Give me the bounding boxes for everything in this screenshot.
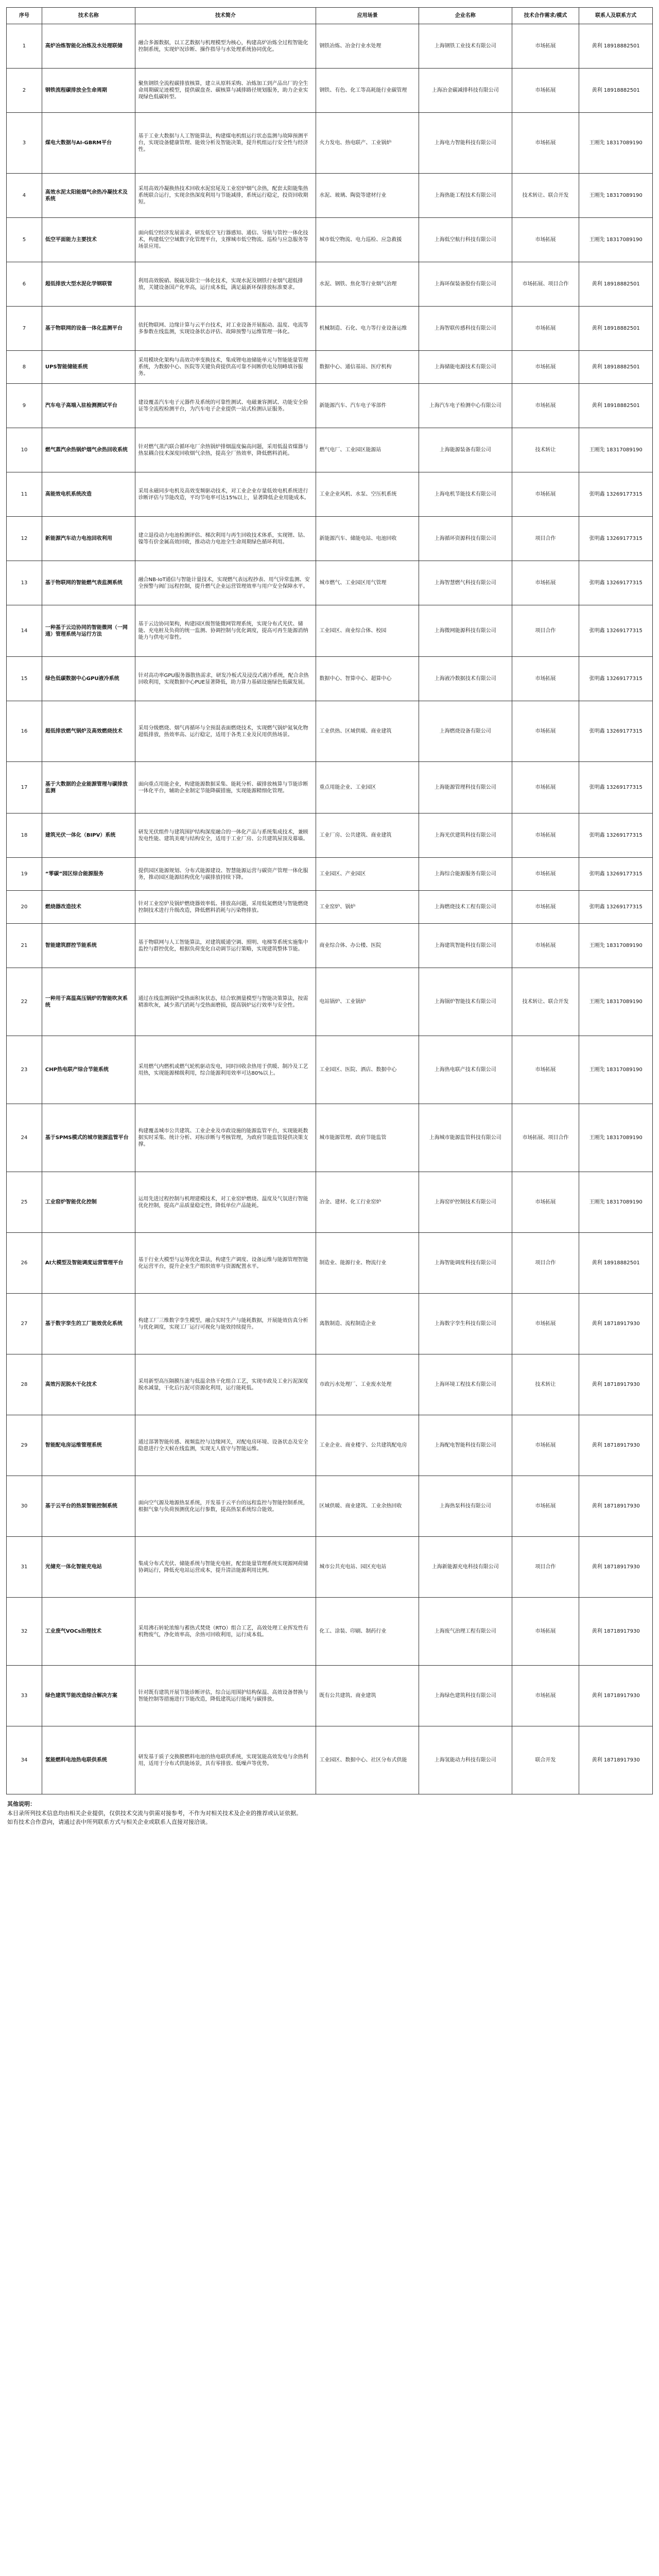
cell-tech-intro: 采用新型高压隔膜压滤与低温余热干化组合工艺，实现市政及工业污泥深度脱水减量，干化后污泥可资源化利用，运行能耗低。 [135,1354,316,1415]
cell-tech-name: 基于云平台的热泵智能控制系统 [42,1476,135,1537]
cell-tech-name: 高炉冶炼智能化冶炼及水处理联储 [42,24,135,69]
cell-cooperation-mode: 技术转让、联合开发 [512,174,579,218]
table-row [7,472,653,517]
cell-company: 上海热泵科技有限公司 [419,1476,512,1537]
table-row [7,814,653,858]
cell-cooperation-mode: 市场拓展 [512,472,579,517]
cell-tech-name: 超低排放燃气锅炉及高效燃烧技术 [42,701,135,762]
cell-company: 上海数字孪生科技有限公司 [419,1294,512,1354]
cell-application: 电站锅炉、工业锅炉 [316,968,419,1036]
cell-application: 离散制造、流程制造企业 [316,1294,419,1354]
cell-no: 32 [7,1598,42,1666]
cell-contact: 王刚先 18317089190 [579,113,653,174]
cell-tech-name: UPS智能储能系统 [42,351,135,384]
cell-contact: 张明鑫 13269177315 [579,517,653,561]
cell-cooperation-mode: 技术转让 [512,1354,579,1415]
cell-tech-intro: 面向低空经济发展需求，研发低空飞行器感知、通信、导航与管控一体化技术，构建低空空域数字化管理平台，支撑城市低空物流、巡检与应急服务等场景应用。 [135,218,316,262]
header-company: 企业名称 [419,8,512,24]
table-row [7,891,653,924]
table-row [7,1537,653,1598]
cell-no: 9 [7,384,42,428]
cell-tech-intro: 面向重点用能企业，构建能源数据采集、能耗分析、碳排放核算与节能诊断一体化平台，辅助企业制定节能降碳措施，实现能源精细化管理。 [135,762,316,814]
header-cooperation-mode: 技术合作需求/模式 [512,8,579,24]
cell-no: 28 [7,1354,42,1415]
cell-no: 7 [7,307,42,351]
cell-no: 31 [7,1537,42,1598]
cell-application: 工业企业、商业楼宇、公共建筑配电房 [316,1415,419,1476]
cell-tech-intro: 融合多源数据，以工艺数据与机理模型为核心，构建高炉冶炼全过程智能化控制系统，实现炉况诊断、操作指导与水处理系统协同优化。 [135,24,316,69]
cell-tech-intro: 面向空气源及地源热泵系统，开发基于云平台的远程监控与智能控制系统，根据气象与负荷预测优化运行参数，提高热泵系统综合能效。 [135,1476,316,1537]
cell-company: 上海汽车电子检测中心有限公司 [419,384,512,428]
table-body [7,24,653,1794]
cell-no: 4 [7,174,42,218]
table-row [7,1476,653,1537]
table-header-row [7,8,653,24]
cell-no: 5 [7,218,42,262]
table-row [7,1598,653,1666]
cell-no: 3 [7,113,42,174]
cell-application: 重点用能企业、工业园区 [316,762,419,814]
cell-contact: 黄利 18718917930 [579,1354,653,1415]
cell-tech-name: 超低排放大型水泥化学钢联管 [42,262,135,307]
cell-application: 钢铁、有色、化工等高耗能行业碳管理 [316,69,419,113]
cell-company: 上海光伏建筑科技有限公司 [419,814,512,858]
cell-no: 27 [7,1294,42,1354]
cell-contact: 黄利 18718917930 [579,1415,653,1476]
cell-company: 上海微网能源科技有限公司 [419,605,512,657]
cell-no: 11 [7,472,42,517]
cell-no: 34 [7,1726,42,1794]
cell-no: 15 [7,657,42,701]
cell-no: 30 [7,1476,42,1537]
cell-application: 商业综合体、办公楼、医院 [316,924,419,968]
cell-company: 上海智慧燃气科技有限公司 [419,561,512,605]
header-tech-name: 技术名称 [42,8,135,24]
notes-line-2: 如有技术合作意向，请通过表中所列联系方式与相关企业或联系人直接对接洽谈。 [7,1819,211,1826]
cell-application: 工业厂房、公共建筑、商业建筑 [316,814,419,858]
cell-tech-intro: 采用燃气内燃机或燃气轮机驱动发电，同时回收余热用于供暖、制冷及工艺用热，实现能源梯级利用，综合能源利用效率可达80%以上。 [135,1036,316,1104]
cell-application: 燃气电厂、工业园区能源站 [316,428,419,472]
cell-application: 城市燃气、工业园区用气管理 [316,561,419,605]
cell-company: 上海电机节能技术有限公司 [419,472,512,517]
cell-company: 上海热电联产技术有限公司 [419,1036,512,1104]
cell-cooperation-mode: 市场拓展 [512,1598,579,1666]
cell-contact: 王刚先 18317089190 [579,428,653,472]
cell-no: 21 [7,924,42,968]
cell-tech-name: 高效水泥太阳能烟气余热冷凝技术及系统 [42,174,135,218]
table-row [7,428,653,472]
cell-cooperation-mode: 市场拓展 [512,1172,579,1233]
notes-title: 其他说明： [7,1801,36,1808]
table-row [7,69,653,113]
cell-cooperation-mode: 市场拓展 [512,1415,579,1476]
cell-contact: 黄利 18918882501 [579,69,653,113]
cell-company: 上海环境工程技术有限公司 [419,1354,512,1415]
table-row [7,307,653,351]
cell-tech-intro: 建立退役动力电池检测评估、梯次利用与再生回收技术体系，实现锂、钴、镍等有价金属高效回收，推动动力电池全生命周期绿色循环利用。 [135,517,316,561]
cell-company: 上海城市能源监管科技有限公司 [419,1104,512,1172]
cell-tech-intro: 针对既有建筑开展节能诊断评估，综合运用围护结构保温、高效设备替换与智能控制等措施进行节能改造，降低建筑运行能耗与碳排放。 [135,1666,316,1726]
header-no: 序号 [7,8,42,24]
cell-no: 26 [7,1233,42,1294]
cell-contact: 王刚先 18317089190 [579,924,653,968]
cell-cooperation-mode: 市场拓展 [512,891,579,924]
table-row [7,113,653,174]
header-application: 应用场景 [316,8,419,24]
cell-tech-name: 一种用于高温高压锅炉的智能吹灰系统 [42,968,135,1036]
cell-cooperation-mode: 市场拓展 [512,1476,579,1537]
cell-no: 6 [7,262,42,307]
cell-tech-name: 智能建筑群控节能系统 [42,924,135,968]
cell-company: 上海锅炉智能技术有限公司 [419,968,512,1036]
cell-contact: 张明鑫 13269177315 [579,858,653,891]
cell-company: 上海低空航行科技有限公司 [419,218,512,262]
cell-tech-intro: 融合NB-IoT通信与智能计量技术，实现燃气表远程抄表、用气异常监测、安全预警与阀门远程控制，提升燃气企业运营管理效率与用户安全保障水平。 [135,561,316,605]
cell-company: 上海废气治理工程有限公司 [419,1598,512,1666]
table-row [7,262,653,307]
cell-application: 化工、涂装、印刷、制药行业 [316,1598,419,1666]
cell-tech-intro: 采用模块化架构与高效功率变换技术，集成锂电池储能单元与智能能量管理系统，为数据中心、医院等关键负荷提供高可靠不间断供电及削峰填谷服务。 [135,351,316,384]
table-row [7,858,653,891]
cell-no: 14 [7,605,42,657]
cell-tech-name: 燃烧器改造技术 [42,891,135,924]
cell-company: 上海钢铁工业技术有限公司 [419,24,512,69]
cell-company: 上海绿色建筑科技有限公司 [419,1666,512,1726]
cell-cooperation-mode: 市场拓展 [512,657,579,701]
cell-tech-name: 智能配电房运维管理系统 [42,1415,135,1476]
cell-contact: 黄利 18918882501 [579,351,653,384]
cell-application: 冶金、建材、化工行业窑炉 [316,1172,419,1233]
cell-tech-name: 基于数字孪生的工厂能效优化系统 [42,1294,135,1354]
table-row [7,1726,653,1794]
table-row [7,924,653,968]
table-row [7,1104,653,1172]
cell-cooperation-mode: 市场拓展、项目合作 [512,1104,579,1172]
cell-tech-name: 建筑光伏一体化（BIPV）系统 [42,814,135,858]
cell-tech-intro: 集成分布式光伏、储能系统与智能充电桩，配套能量管理系统实现源网荷储协调运行，降低充电站运营成本，提升清洁能源利用比例。 [135,1537,316,1598]
cell-tech-intro: 采用永磁同步电机及高效变频驱动技术，对工业企业存量低效电机系统进行诊断评估与节能改造，平均节电率可达15%以上，显著降低企业用能成本。 [135,472,316,517]
cell-tech-name: 一种基于云边协同的智能微网（一网通）管理系统与运行方法 [42,605,135,657]
cell-cooperation-mode: 市场拓展 [512,762,579,814]
cell-tech-name: 工业废气VOCs治理技术 [42,1598,135,1666]
table-row [7,762,653,814]
cell-tech-intro: 基于云边协同架构，构建园区级智能微网管理系统，实现分布式光伏、储能、充电桩及负荷的统一监测、协调控制与优化调度，提高可再生能源消纳能力与供电可靠性。 [135,605,316,657]
cell-contact: 王刚先 18317089190 [579,218,653,262]
table-row [7,1666,653,1726]
cell-contact: 黄利 18918882501 [579,262,653,307]
cell-application: 水泥、玻璃、陶瓷等建材行业 [316,174,419,218]
cell-tech-intro: 构建工厂三维数字孪生模型，融合实时生产与能耗数据，开展能效仿真分析与优化调度，实现工厂运行可视化与能效持续提升。 [135,1294,316,1354]
cell-no: 12 [7,517,42,561]
cell-tech-name: “零碳”园区综合能源服务 [42,858,135,891]
cell-no: 20 [7,891,42,924]
cell-contact: 王刚先 18317089190 [579,174,653,218]
cell-contact: 黄利 18918882501 [579,1233,653,1294]
cell-contact: 王刚先 18317089190 [579,1172,653,1233]
cell-tech-name: 绿色建筑节能改造综合解决方案 [42,1666,135,1726]
cell-company: 上海燃烧技术工程有限公司 [419,891,512,924]
table-row [7,351,653,384]
cell-cooperation-mode: 技术转让 [512,428,579,472]
cell-contact: 黄利 18918882501 [579,24,653,69]
cell-no: 13 [7,561,42,605]
cell-cooperation-mode: 项目合作 [512,1537,579,1598]
cell-application: 工业供热、区域供暖、商业建筑 [316,701,419,762]
cell-application: 工业园区、商业综合体、校园 [316,605,419,657]
cell-no: 19 [7,858,42,891]
cell-application: 机械制造、石化、电力等行业设备运维 [316,307,419,351]
cell-tech-name: 燃气蒸汽余热锅炉烟气余热回收系统 [42,428,135,472]
cell-no: 16 [7,701,42,762]
cell-tech-intro: 建设覆盖汽车电子元器件及系统的可靠性测试、电磁兼容测试、功能安全验证等全流程检测平台，为汽车电子企业提供一站式检测认证服务。 [135,384,316,428]
cell-company: 上海氢能动力科技有限公司 [419,1726,512,1794]
cell-tech-name: 高效污泥脱水干化技术 [42,1354,135,1415]
table-row [7,384,653,428]
table-row [7,517,653,561]
cell-application: 制造业、能源行业、物流行业 [316,1233,419,1294]
cell-company: 上海智联传感科技有限公司 [419,307,512,351]
cell-tech-intro: 采用高效冷凝换热技术回收水泥窑尾及工业窑炉烟气余热，配套太阳能集热系统联合运行，实现余热深度利用与节能减排，系统运行稳定，投资回收期短。 [135,174,316,218]
table-row [7,24,653,69]
cell-application: 市政污水处理厂、工业废水处理 [316,1354,419,1415]
cell-application: 数据中心、智算中心、超算中心 [316,657,419,701]
cell-no: 22 [7,968,42,1036]
cell-tech-intro: 利用高效脱硝、脱硫及除尘一体化技术，实现水泥及钢铁行业烟气超低排放，关键设备国产化率高，运行成本低，满足最新环保排放标准要求。 [135,262,316,307]
cell-cooperation-mode: 市场拓展 [512,1294,579,1354]
cell-tech-name: 工业窑炉智能优化控制 [42,1172,135,1233]
cell-tech-intro: 基于物联网与人工智能算法，对建筑暖通空调、照明、电梯等系统实施集中监控与群控优化，根据负荷变化自动调节运行策略，实现建筑整体节能。 [135,924,316,968]
cell-application: 城市低空物流、电力巡检、应急救援 [316,218,419,262]
cell-application: 水泥、钢铁、焦化等行业烟气治理 [316,262,419,307]
cell-cooperation-mode: 市场拓展 [512,858,579,891]
cell-cooperation-mode: 联合开发 [512,1726,579,1794]
cell-cooperation-mode: 市场拓展 [512,814,579,858]
cell-tech-name: 基于大数据的企业能源管理与碳排放监测 [42,762,135,814]
cell-contact: 张明鑫 13269177315 [579,762,653,814]
cell-cooperation-mode: 市场拓展 [512,384,579,428]
cell-no: 17 [7,762,42,814]
cell-application: 工业园区、医院、酒店、数据中心 [316,1036,419,1104]
cell-company: 上海新能源充电科技有限公司 [419,1537,512,1598]
cell-no: 8 [7,351,42,384]
cell-cooperation-mode: 市场拓展 [512,701,579,762]
cell-application: 工业窑炉、锅炉 [316,891,419,924]
cell-contact: 张明鑫 13269177315 [579,472,653,517]
cell-company: 上海建筑智能科技有限公司 [419,924,512,968]
cell-contact: 黄利 18718917930 [579,1537,653,1598]
cell-tech-intro: 运用先进过程控制与机理建模技术，对工业窑炉燃烧、温度及气氛进行智能优化控制，提高产品质量稳定性，降低单位产品能耗。 [135,1172,316,1233]
cell-tech-intro: 聚焦钢铁全流程碳排放核算，建立从原料采购、冶炼加工到产品出厂的全生命周期碳足迹模型，提供碳盘查、碳核算与减排路径规划服务，助力企业实现绿色低碳转型。 [135,69,316,113]
table-row [7,701,653,762]
cell-tech-name: 基于物联网的设备一体化监测平台 [42,307,135,351]
table-row [7,605,653,657]
cell-tech-intro: 研发光伏组件与建筑围护结构深度融合的一体化产品与系统集成技术，兼顾发电性能、建筑美观与结构安全，适用于工业厂房、公共建筑屋顶及幕墙。 [135,814,316,858]
cell-tech-name: 基于SPMS模式的城市能源监管平台 [42,1104,135,1172]
cell-tech-name: 氢能燃料电池热电联供系统 [42,1726,135,1794]
cell-contact: 张明鑫 13269177315 [579,701,653,762]
cell-company: 上海窑炉控制技术有限公司 [419,1172,512,1233]
table-row [7,1233,653,1294]
cell-company: 上海能源管理科技有限公司 [419,762,512,814]
header-tech-intro: 技术简介 [135,8,316,24]
cell-application: 新能源汽车、储能电站、电池回收 [316,517,419,561]
cell-application: 城市能源管理、政府节能监管 [316,1104,419,1172]
cell-cooperation-mode: 项目合作 [512,605,579,657]
cell-tech-intro: 基于行业大模型与运筹优化算法，构建生产调度、设备运维与能源管理智能化运营平台，提升企业生产组织效率与资源配置水平。 [135,1233,316,1294]
cell-tech-intro: 采用沸石转轮浓缩与蓄热式焚烧（RTO）组合工艺，高效处理工业挥发性有机物废气，净化效率高，余热可回收利用，运行成本低。 [135,1598,316,1666]
cell-contact: 黄利 18718917930 [579,1726,653,1794]
cell-no: 33 [7,1666,42,1726]
cell-application: 既有公共建筑、商业建筑 [316,1666,419,1726]
cell-tech-intro: 针对工业窑炉及锅炉燃烧器效率低、排放高问题，采用低氮燃烧与智能燃烧控制技术进行升级改造，降低燃料消耗与污染物排放。 [135,891,316,924]
cell-cooperation-mode: 市场拓展 [512,69,579,113]
cell-company: 上海电力智能科技有限公司 [419,113,512,174]
cell-cooperation-mode: 市场拓展 [512,924,579,968]
header-contact: 联系人及联系方式 [579,8,653,24]
cell-company: 上海燃烧设备有限公司 [419,701,512,762]
table-row [7,218,653,262]
cell-tech-name: AI大模型及智能调度运营管理平台 [42,1233,135,1294]
cell-cooperation-mode: 市场拓展 [512,113,579,174]
cell-company: 上海冶金碳减排科技有限公司 [419,69,512,113]
cell-company: 上海智能调度科技有限公司 [419,1233,512,1294]
cell-no: 29 [7,1415,42,1476]
cell-tech-intro: 采用分级燃烧、烟气再循环与全预混表面燃烧技术，实现燃气锅炉氮氧化物超低排放，热效率高、运行稳定，适用于各类工业及民用供热场景。 [135,701,316,762]
cell-tech-name: 钢铁流程碳排放全生命周期 [42,69,135,113]
cell-application: 火力发电、热电联产、工业锅炉 [316,113,419,174]
cell-company: 上海能源装备有限公司 [419,428,512,472]
cell-contact: 黄利 18718917930 [579,1476,653,1537]
cell-cooperation-mode: 市场拓展 [512,24,579,69]
cell-application: 工业企业风机、水泵、空压机系统 [316,472,419,517]
cell-application: 区域供暖、商业建筑、工业余热回收 [316,1476,419,1537]
cell-tech-intro: 通过在线监测锅炉受热面积灰状态，结合软测量模型与智能决策算法，按需精准吹灰，减少蒸汽消耗与受热面磨损，提高锅炉运行效率与安全性。 [135,968,316,1036]
cell-tech-intro: 基于工业大数据与人工智能算法，构建煤电机组运行状态监测与故障预测平台，实现设备健康管理、能效分析及智能决策，提升机组运行安全性与经济性。 [135,113,316,174]
cell-cooperation-mode: 市场拓展 [512,1036,579,1104]
cell-application: 钢铁冶炼、冶金行业水处理 [316,24,419,69]
cell-tech-intro: 提供园区能源规划、分布式能源建设、智慧能源运营与碳资产管理一体化服务，推动园区能源结构优化与碳排放持续下降。 [135,858,316,891]
cell-cooperation-mode: 市场拓展 [512,561,579,605]
cell-no: 1 [7,24,42,69]
cell-tech-name: CHP热电联产综合节能系统 [42,1036,135,1104]
cell-company: 上海配电智能科技有限公司 [419,1415,512,1476]
cell-cooperation-mode: 项目合作 [512,1233,579,1294]
cell-tech-intro: 通过部署智能传感、视频监控与边缘网关，对配电房环境、设备状态及安全隐患进行全天候在线监测，实现无人值守与智能运维。 [135,1415,316,1476]
cell-application: 工业园区、数据中心、社区分布式供能 [316,1726,419,1794]
cell-contact: 王刚先 18317089190 [579,1036,653,1104]
cell-application: 数据中心、通信基站、医疗机构 [316,351,419,384]
cell-company: 上海综合能源服务有限公司 [419,858,512,891]
notes-section [6,1794,653,1834]
cell-no: 23 [7,1036,42,1104]
cell-tech-name: 煤电大数据与AI-GBRM平台 [42,113,135,174]
table-row [7,1294,653,1354]
cell-company: 上海环保装备股份有限公司 [419,262,512,307]
cell-cooperation-mode: 市场拓展、项目合作 [512,262,579,307]
cell-contact: 王刚先 18317089190 [579,1104,653,1172]
cell-application: 城市公共充电站、园区充电站 [316,1537,419,1598]
cell-tech-intro: 构建覆盖城市公共建筑、工业企业及市政设施的能源监管平台，实现能耗数据实时采集、统计分析、对标诊断与考核管理，为政府节能监管提供决策支撑。 [135,1104,316,1172]
cell-contact: 张明鑫 13269177315 [579,657,653,701]
cell-no: 25 [7,1172,42,1233]
cell-contact: 黄利 18718917930 [579,1666,653,1726]
cell-tech-name: 高能效电机系统改造 [42,472,135,517]
table-row [7,1036,653,1104]
cell-company: 上海液冷数据技术有限公司 [419,657,512,701]
cell-cooperation-mode: 技术转让、联合开发 [512,968,579,1036]
cell-no: 24 [7,1104,42,1172]
cell-cooperation-mode: 市场拓展 [512,218,579,262]
cell-contact: 张明鑫 13269177315 [579,814,653,858]
cell-tech-intro: 研发基于质子交换膜燃料电池的热电联供系统，实现氢能高效发电与余热利用，适用于分布式供能场景，具有零排放、低噪声等优势。 [135,1726,316,1794]
table-row [7,1172,653,1233]
notes-line-1: 本目录所列技术信息均由相关企业提供，仅供技术交流与供需对接参考，不作为对相关技术及企业的推荐或认证依据。 [7,1809,302,1817]
cell-contact: 黄利 18918882501 [579,307,653,351]
cell-contact: 张明鑫 13269177315 [579,561,653,605]
cell-tech-name: 汽车电子高端入驻检测测试平台 [42,384,135,428]
cell-no: 2 [7,69,42,113]
cell-contact: 张明鑫 13269177315 [579,605,653,657]
cell-cooperation-mode: 市场拓展 [512,307,579,351]
table-row [7,657,653,701]
cell-tech-name: 基于物联网的智能燃气表监测系统 [42,561,135,605]
cell-no: 18 [7,814,42,858]
cell-cooperation-mode: 项目合作 [512,517,579,561]
cell-tech-intro: 依托物联网、边缘计算与云平台技术，对工业设备开展振动、温度、电流等多参数在线监测，实现设备状态评估、故障预警与运维管理一体化。 [135,307,316,351]
cell-application: 工业园区、产业园区 [316,858,419,891]
cell-company: 上海热能工程技术有限公司 [419,174,512,218]
cell-tech-name: 绿色低碳数据中心GPU液冷系统 [42,657,135,701]
table-row [7,561,653,605]
table-row [7,1415,653,1476]
cell-cooperation-mode: 市场拓展 [512,1666,579,1726]
cell-application: 新能源汽车、汽车电子零部件 [316,384,419,428]
table-row [7,174,653,218]
cell-contact: 黄利 18718917930 [579,1598,653,1666]
cell-tech-name: 低空平面能力主要技术 [42,218,135,262]
table-row [7,968,653,1036]
cell-contact: 张明鑫 13269177315 [579,891,653,924]
cell-no: 10 [7,428,42,472]
cell-tech-name: 新能源汽车动力电池回收利用 [42,517,135,561]
cell-contact: 黄利 18718917930 [579,1294,653,1354]
cell-tech-intro: 针对高功率GPU服务器散热需求，研发冷板式及浸没式液冷系统，配合余热回收利用，实现数据中心PUE显著降低，助力算力基础设施绿色低碳发展。 [135,657,316,701]
cell-company: 上海循环资源科技有限公司 [419,517,512,561]
technology-table [6,7,653,1794]
cell-contact: 王刚先 18317089190 [579,968,653,1036]
table-row [7,1354,653,1415]
cell-tech-intro: 针对燃气蒸汽联合循环电厂余热锅炉排烟温度偏高问题，采用低温省煤器与热泵耦合技术深度回收烟气余热，提高全厂热效率，降低燃料消耗。 [135,428,316,472]
cell-tech-name: 光储充一体化智能充电站 [42,1537,135,1598]
cell-cooperation-mode: 市场拓展 [512,351,579,384]
cell-company: 上海储能电源技术有限公司 [419,351,512,384]
cell-contact: 黄利 18918882501 [579,384,653,428]
